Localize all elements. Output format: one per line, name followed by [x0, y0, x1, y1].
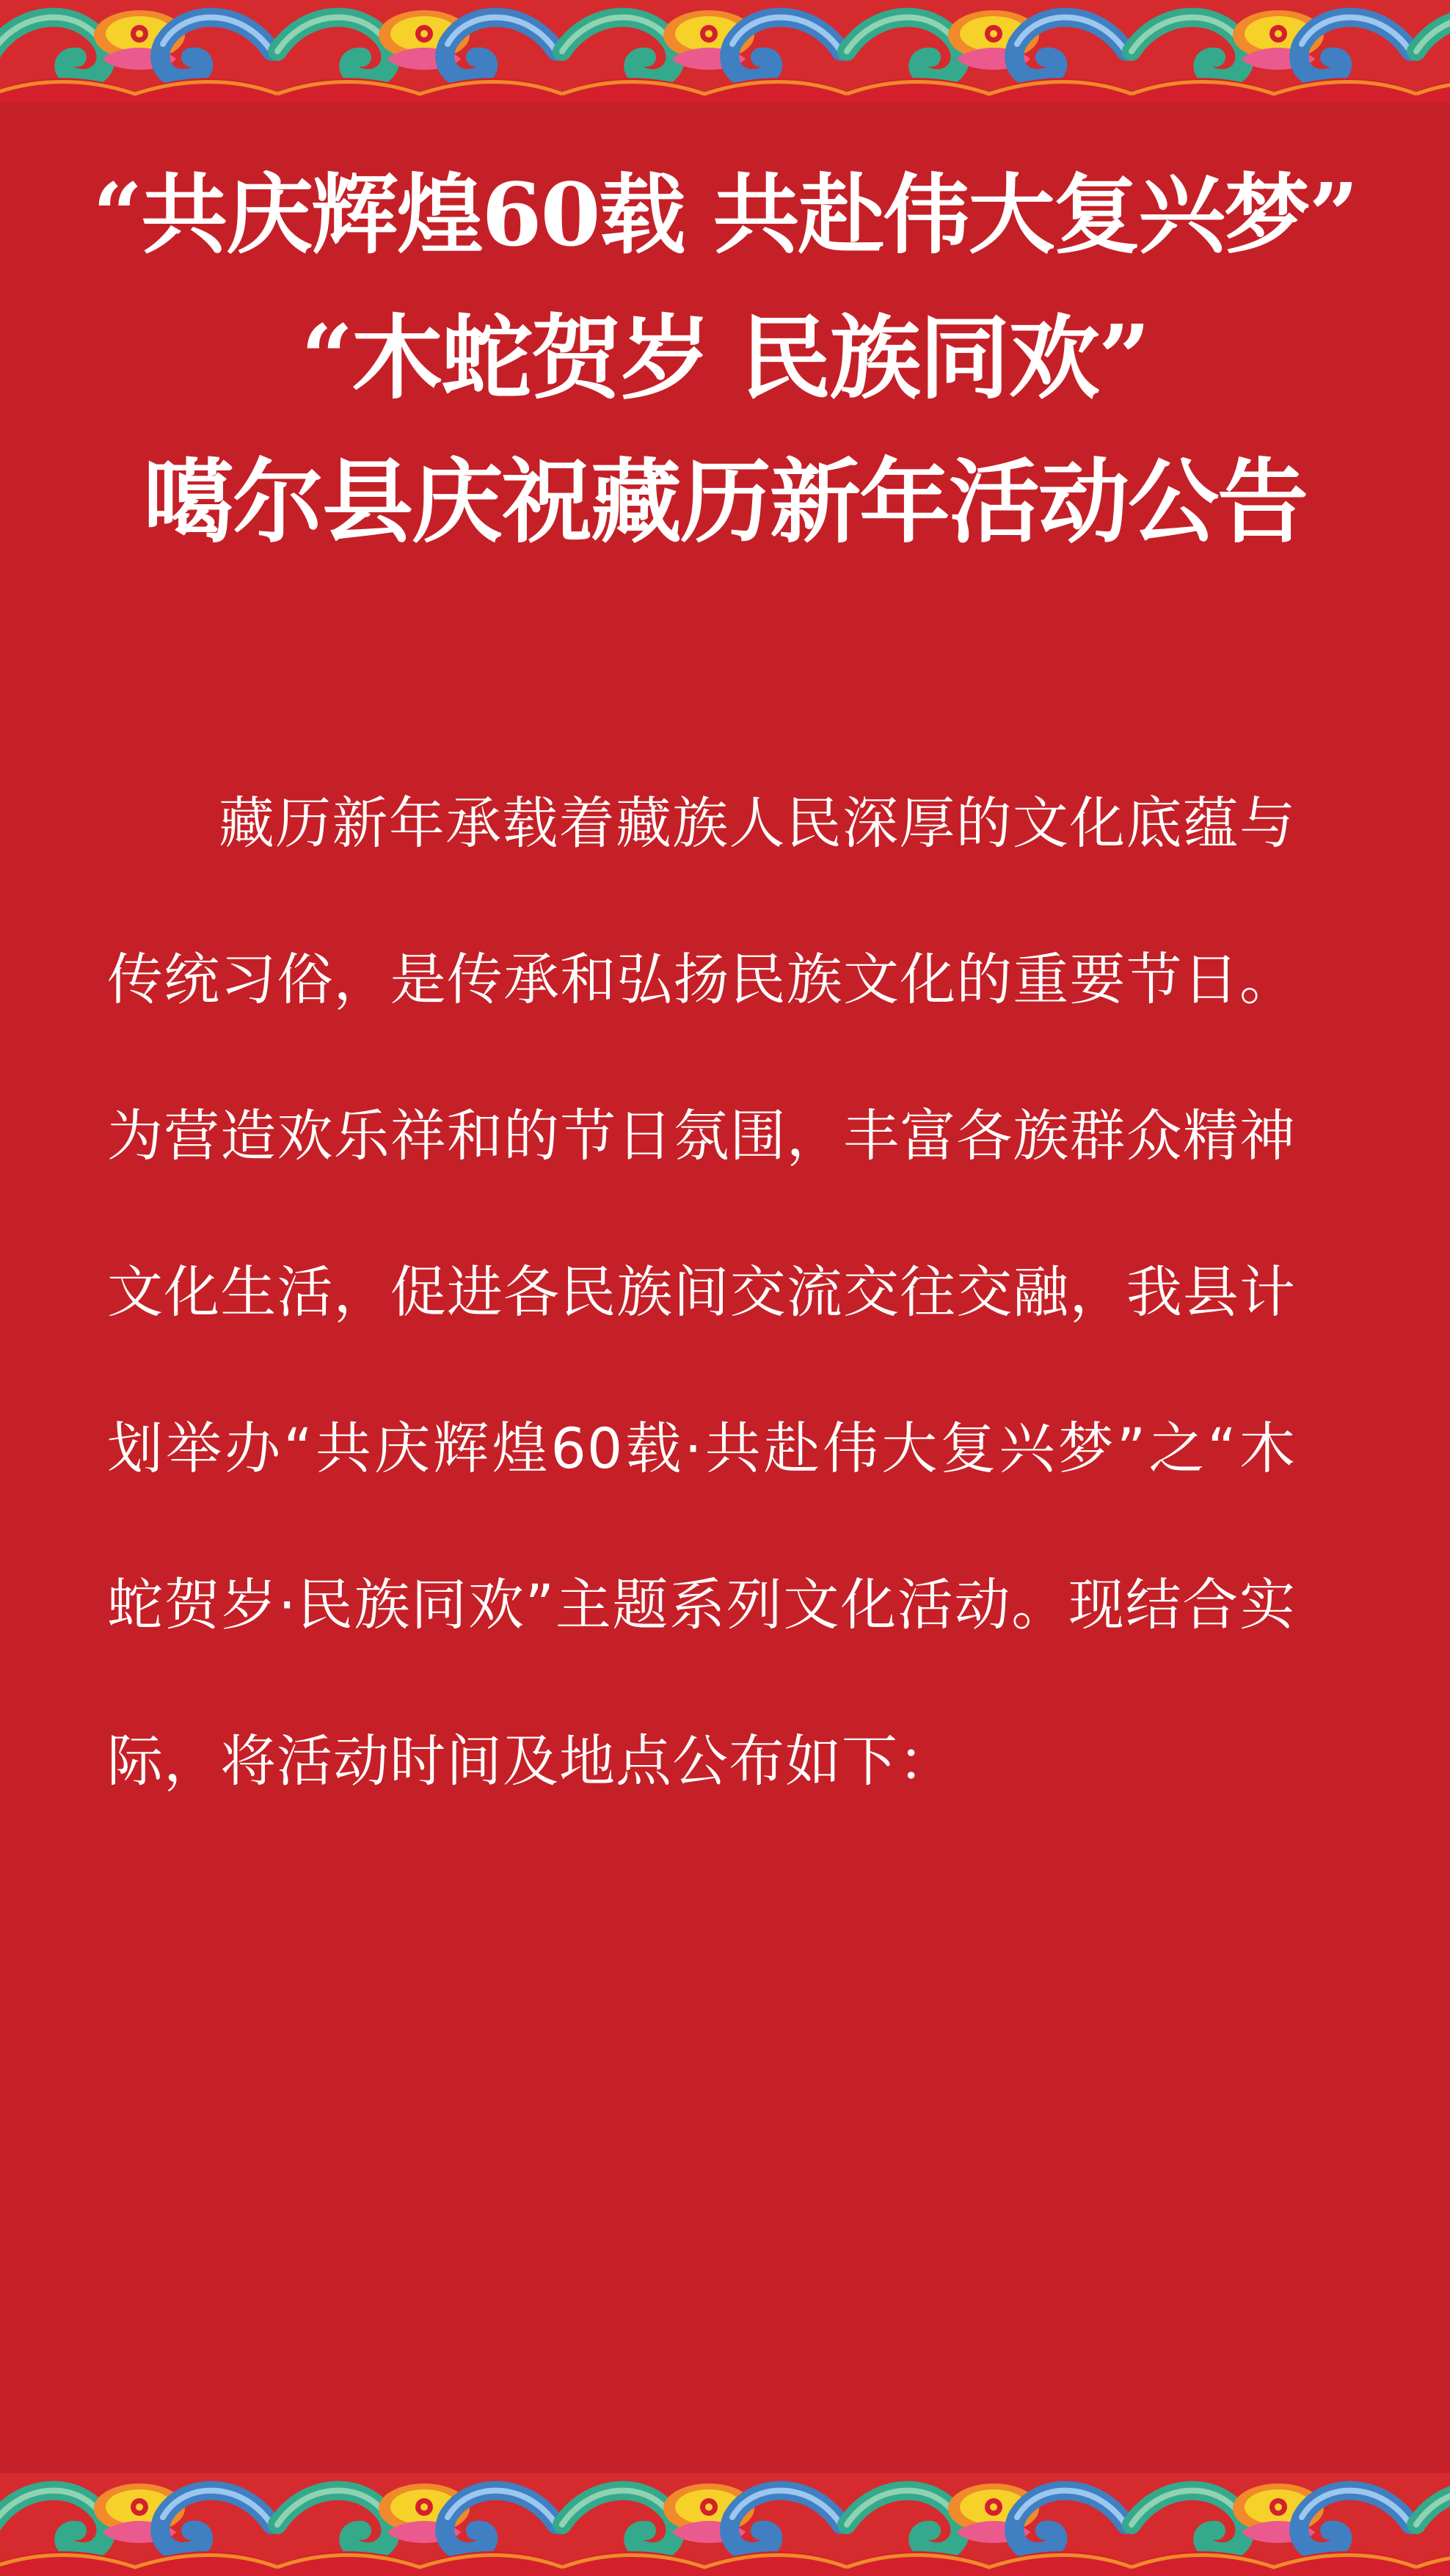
title-line-1: “共庆辉煌60载 共赴伟大复兴梦”: [92, 164, 1358, 266]
top-ornament-border: [0, 0, 1450, 103]
title-line-2: “木蛇贺岁 民族同欢”: [301, 305, 1149, 412]
announcement-body: 藏历新年承载着藏族人民深厚的文化底蕴与传统习俗，是传承和弘扬民族文化的重要节日。为营造欢乐祥和的节日氛围，丰富各族群众精神文化生活，促进各民族间交流交往交融，我县计划举办“共庆辉煌60载·共赴伟大复兴梦”之“木蛇贺岁·民族同欢”主题系列文化活动。现结合实际，将活动时间及地点公布如下：: [107, 790, 1296, 1794]
title-line-3: 噶尔县庆祝藏历新年活动公告: [142, 449, 1307, 556]
bottom-ornament-border: [0, 2473, 1450, 2576]
title-block: [0, 143, 1450, 575]
